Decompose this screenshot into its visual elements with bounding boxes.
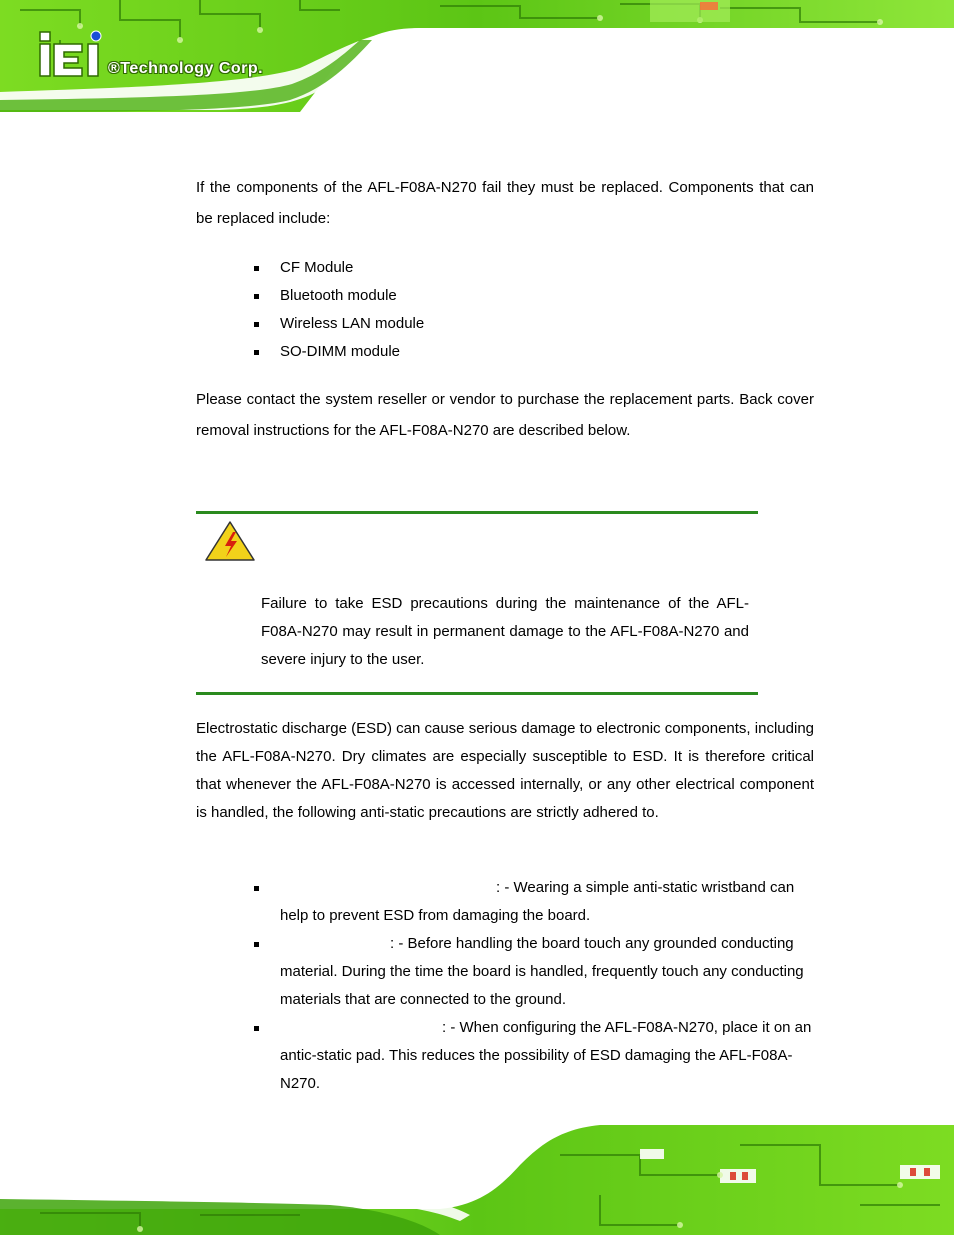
list-item: : - Before handling the board touch any grounded conducting material. During the time the board is handled, frequently touch any conducting materials that are connected to the ground. (252, 930, 814, 1014)
warning-text: Failure to take ESD precautions during the maintenance of the AFL-F08A-N270 may result in permanent damage to the AFL-F08A-N270 and severe injury to the user. (261, 595, 749, 668)
bullet-icon (254, 322, 259, 327)
bullet-icon (254, 1026, 259, 1031)
warning-bottom-rule (196, 692, 758, 695)
precaution-list (252, 874, 814, 1098)
list-item: Wireless LAN module (252, 310, 424, 338)
list-item: SO-DIMM module (252, 338, 424, 366)
warning-triangle-icon (204, 520, 256, 562)
bullet-icon (254, 942, 259, 947)
iei-logo (38, 30, 108, 78)
list-item: : - Wearing a simple anti-static wristband can help to prevent ESD from damaging the board. (252, 874, 814, 930)
esd-paragraph: Electrostatic discharge (ESD) can cause serious damage to electronic components, including the AFL-F08A-N270. Dry climates are especially susceptible to ESD. It is therefore critical that whenever the AFL-F08A-N270 is accessed internally, or any other electrical component is handled, the following anti-static precautions are strictly adhered to. (196, 720, 814, 821)
footer-banner (0, 1125, 954, 1235)
contact-paragraph: Please contact the system reseller or vendor to purchase the replacement parts. Back cover removal instructions for the AFL-F08A-N270 are described below. (196, 391, 814, 439)
circuit-board-header-graphic (0, 0, 954, 112)
header-banner (0, 0, 954, 112)
list-item: Bluetooth module (252, 282, 424, 310)
bullet-icon (254, 886, 259, 891)
company-name: ®Technology Corp. (108, 60, 264, 77)
circuit-board-footer-graphic (0, 1125, 954, 1235)
intro-paragraph: If the components of the AFL-F08A-N270 fail they must be replaced. Components that can be replaced include: (196, 179, 814, 227)
bullet-icon (254, 350, 259, 355)
warning-top-rule (196, 511, 758, 514)
bullet-icon (254, 266, 259, 271)
list-item: : - When configuring the AFL-F08A-N270, place it on an antic-static pad. This reduces the possibility of ESD damaging the AFL-F08A-N270. (252, 1014, 814, 1098)
bullet-icon (254, 294, 259, 299)
list-item: CF Module (252, 254, 424, 282)
component-list (252, 254, 424, 366)
